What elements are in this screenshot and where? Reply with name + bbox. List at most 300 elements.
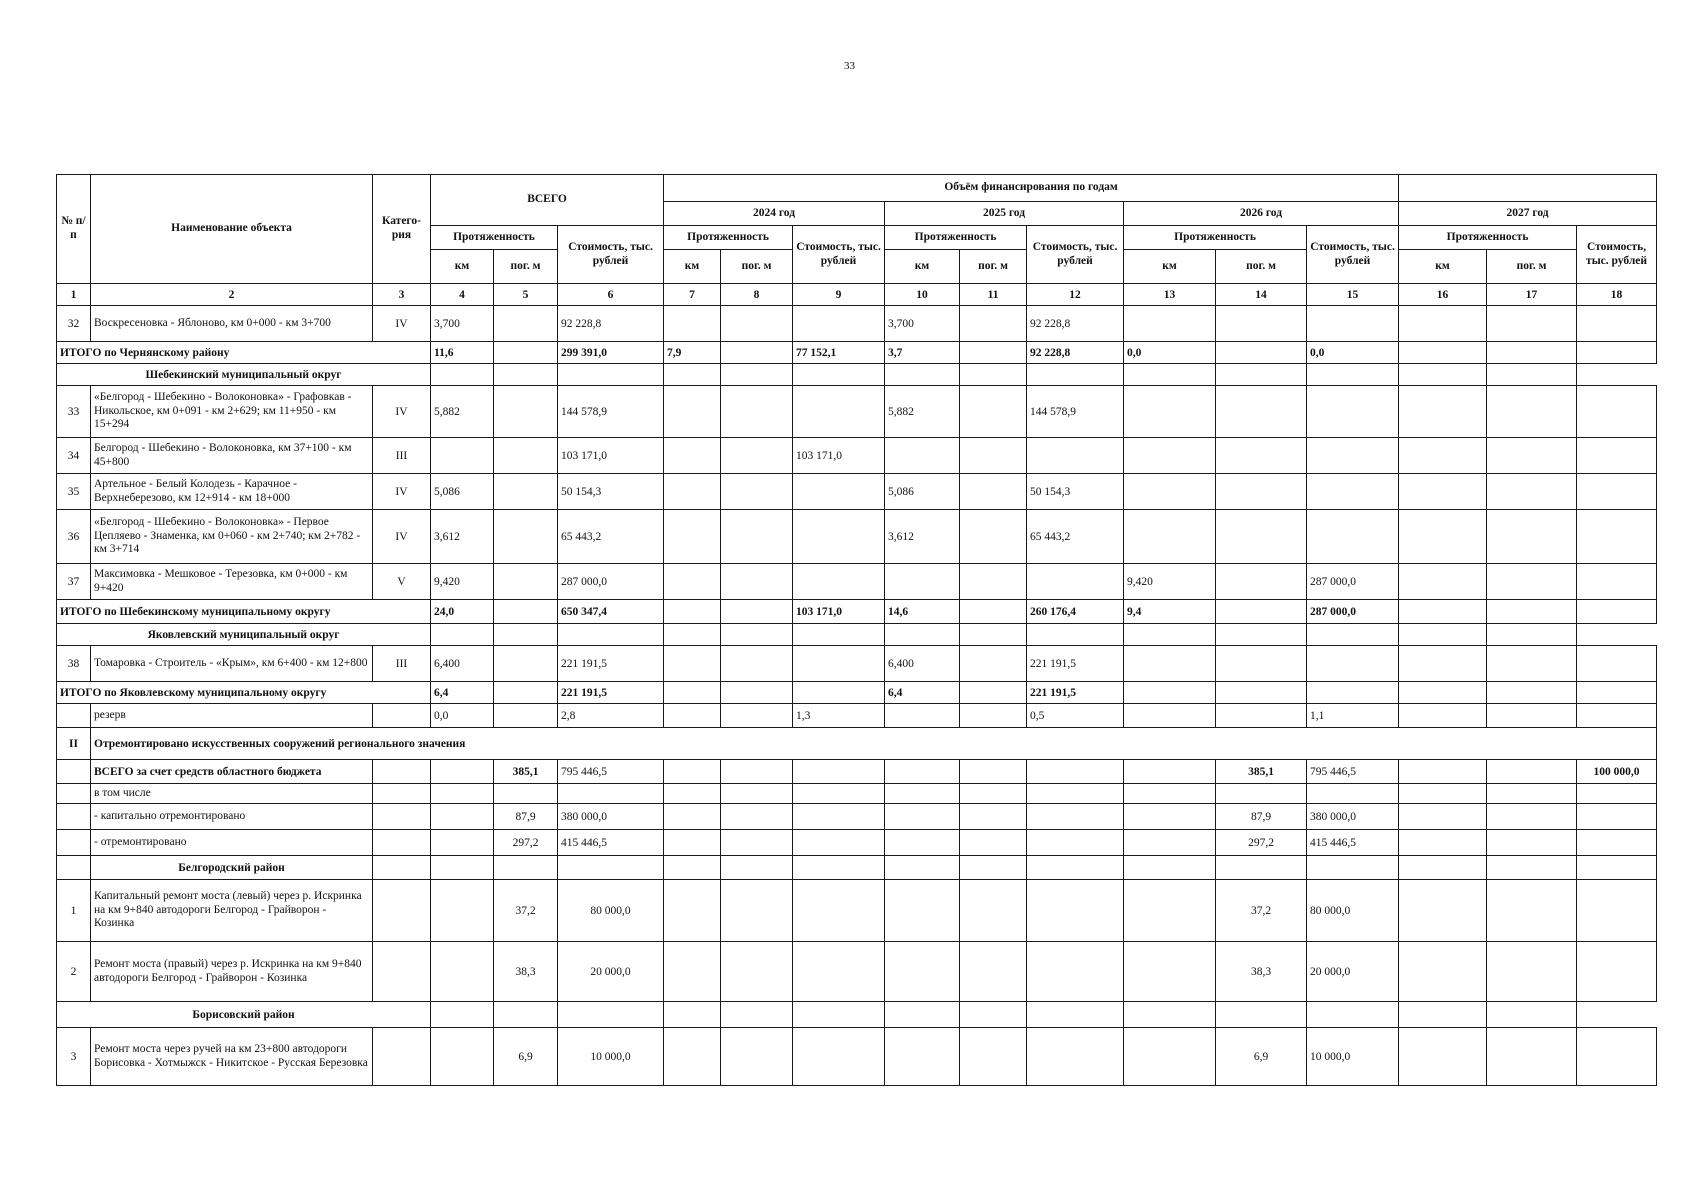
- empty-cell: [721, 474, 793, 510]
- table-cell: ИТОГО по Яковлевскому муниципальному округу: [57, 682, 431, 704]
- empty-cell: [960, 646, 1027, 682]
- empty-cell: [664, 856, 721, 880]
- table-cell: 144 578,9: [1027, 386, 1124, 438]
- table-cell: 5,882: [885, 386, 960, 438]
- empty-cell: [664, 1028, 721, 1086]
- empty-cell: [494, 1002, 558, 1028]
- table-cell: 9,420: [1124, 564, 1216, 600]
- empty-cell: [1307, 364, 1399, 386]
- empty-cell: [558, 1002, 664, 1028]
- col-header-category: Катего-рия: [373, 175, 431, 284]
- table-cell: 14: [1216, 284, 1307, 306]
- empty-cell: [1027, 942, 1124, 1002]
- table-cell: 33: [57, 386, 91, 438]
- total-row: [57, 600, 1657, 624]
- table-cell: 144 578,9: [558, 386, 664, 438]
- empty-cell: [1487, 682, 1577, 704]
- empty-cell: [1124, 510, 1216, 564]
- table-cell: 37: [57, 564, 91, 600]
- table-cell: 3,700: [885, 306, 960, 342]
- empty-cell: [1577, 438, 1657, 474]
- empty-cell: [431, 880, 494, 942]
- empty-cell: [885, 880, 960, 942]
- table-cell: 77 152,1: [793, 342, 885, 364]
- empty-cell: [1399, 364, 1487, 386]
- empty-cell: [885, 942, 960, 1002]
- table-cell: ИТОГО по Шебекинскому муниципальному округу: [57, 600, 431, 624]
- empty-cell: [1216, 646, 1307, 682]
- table-row: [57, 1028, 1657, 1086]
- empty-cell: [1399, 784, 1487, 804]
- empty-cell: [1487, 1002, 1577, 1028]
- empty-cell: [1577, 342, 1657, 364]
- empty-cell: [885, 438, 960, 474]
- table-row: [57, 804, 1657, 830]
- empty-cell: [1577, 880, 1657, 942]
- empty-cell: [1216, 624, 1307, 646]
- empty-cell: [885, 830, 960, 856]
- empty-cell: [1124, 804, 1216, 830]
- empty-cell: [664, 510, 721, 564]
- empty-cell: [558, 624, 664, 646]
- section-row: [57, 364, 1657, 386]
- table-cell: 2,8: [558, 704, 664, 728]
- empty-cell: [373, 804, 431, 830]
- empty-cell: [494, 600, 558, 624]
- empty-cell: [1124, 1002, 1216, 1028]
- section-row: [57, 624, 1657, 646]
- empty-cell: [721, 942, 793, 1002]
- table-cell: 92 228,8: [1027, 306, 1124, 342]
- table-cell: 297,2: [1216, 830, 1307, 856]
- empty-cell: [664, 306, 721, 342]
- empty-cell: [793, 804, 885, 830]
- empty-cell: [431, 760, 494, 784]
- empty-cell: [1027, 564, 1124, 600]
- length-header: Протяженность: [885, 226, 1027, 250]
- empty-cell: [494, 474, 558, 510]
- table-cell: 380 000,0: [1307, 804, 1399, 830]
- empty-cell: [1577, 804, 1657, 830]
- table-row: [57, 830, 1657, 856]
- table-cell: 6: [558, 284, 664, 306]
- table-cell: 7,9: [664, 342, 721, 364]
- empty-cell: [1124, 474, 1216, 510]
- table-cell: 37,2: [1216, 880, 1307, 942]
- section-row: [57, 856, 1657, 880]
- table-cell: в том числе: [91, 784, 373, 804]
- empty-cell: [1027, 856, 1124, 880]
- empty-cell: [494, 564, 558, 600]
- table-cell: IV: [373, 306, 431, 342]
- empty-cell: [1216, 474, 1307, 510]
- empty-cell: [1027, 760, 1124, 784]
- empty-cell: [885, 784, 960, 804]
- table-cell: 0,5: [1027, 704, 1124, 728]
- empty-cell: [960, 804, 1027, 830]
- table-cell: 650 347,4: [558, 600, 664, 624]
- empty-cell: [1027, 624, 1124, 646]
- cost-header: Стоимость, тыс. рублей: [1027, 226, 1124, 284]
- table-cell: резерв: [91, 704, 373, 728]
- table-cell: 65 443,2: [1027, 510, 1124, 564]
- empty-cell: [1399, 342, 1487, 364]
- empty-cell: [1124, 364, 1216, 386]
- empty-cell: [793, 510, 885, 564]
- empty-cell: [960, 364, 1027, 386]
- table-cell: 32: [57, 306, 91, 342]
- empty-cell: [1577, 600, 1657, 624]
- empty-cell: [1027, 784, 1124, 804]
- empty-cell: [494, 682, 558, 704]
- empty-cell: [494, 510, 558, 564]
- table-row: [57, 942, 1657, 1002]
- empty-cell: [664, 830, 721, 856]
- cost-header: Стоимость, тыс. рублей: [1577, 226, 1657, 284]
- empty-cell: [1399, 624, 1487, 646]
- empty-cell: [960, 306, 1027, 342]
- empty-cell: [1307, 474, 1399, 510]
- table-cell: 3,612: [885, 510, 960, 564]
- empty-cell: [1027, 1028, 1124, 1086]
- empty-cell: [793, 306, 885, 342]
- empty-cell: [1577, 306, 1657, 342]
- table-cell: 6,4: [885, 682, 960, 704]
- table-cell: 87,9: [1216, 804, 1307, 830]
- empty-cell: [885, 704, 960, 728]
- table-cell: 287 000,0: [558, 564, 664, 600]
- empty-cell: [1577, 856, 1657, 880]
- km-header: км: [885, 250, 960, 284]
- table-cell: 1,1: [1307, 704, 1399, 728]
- length-header: Протяженность: [431, 226, 558, 250]
- table-cell: IV: [373, 510, 431, 564]
- empty-cell: [373, 830, 431, 856]
- empty-cell: [431, 784, 494, 804]
- table-cell: 35: [57, 474, 91, 510]
- table-cell: 80 000,0: [558, 880, 664, 942]
- year-2024: 2024 год: [664, 202, 885, 226]
- table-cell: IV: [373, 386, 431, 438]
- pm-header: пог. м: [1487, 250, 1577, 284]
- empty-cell: [1399, 600, 1487, 624]
- empty-cell: [1487, 804, 1577, 830]
- table-cell: 287 000,0: [1307, 600, 1399, 624]
- empty-cell: [793, 474, 885, 510]
- empty-cell: [1487, 342, 1577, 364]
- length-header: Протяженность: [1124, 226, 1307, 250]
- table-row: [57, 510, 1657, 564]
- empty-cell: [793, 1002, 885, 1028]
- empty-cell: [721, 704, 793, 728]
- section-row: [57, 1002, 1657, 1028]
- empty-cell: [721, 1002, 793, 1028]
- empty-cell: [373, 880, 431, 942]
- empty-cell: [721, 364, 793, 386]
- pm-header: пог. м: [960, 250, 1027, 284]
- empty-cell: [664, 682, 721, 704]
- empty-cell: [1216, 306, 1307, 342]
- empty-cell: [1487, 306, 1577, 342]
- empty-cell: [960, 386, 1027, 438]
- empty-cell: [1124, 942, 1216, 1002]
- km-header: км: [1399, 250, 1487, 284]
- empty-cell: [885, 1028, 960, 1086]
- empty-cell: [721, 856, 793, 880]
- page-number: 33: [844, 60, 855, 72]
- table-cell: 221 191,5: [558, 682, 664, 704]
- empty-cell: [960, 474, 1027, 510]
- table-cell: 14,6: [885, 600, 960, 624]
- empty-cell: [960, 704, 1027, 728]
- empty-cell: [1577, 784, 1657, 804]
- empty-cell: [721, 1028, 793, 1086]
- table-cell: 103 171,0: [793, 600, 885, 624]
- empty-cell: [885, 804, 960, 830]
- table-cell: 103 171,0: [793, 438, 885, 474]
- table-cell: 380 000,0: [558, 804, 664, 830]
- empty-cell: [664, 624, 721, 646]
- table-cell: 20 000,0: [558, 942, 664, 1002]
- table-cell: 4: [431, 284, 494, 306]
- table-cell: V: [373, 564, 431, 600]
- table-cell: Яковлевский муниципальный округ: [57, 624, 431, 646]
- empty-cell: [793, 830, 885, 856]
- table-cell: 38,3: [1216, 942, 1307, 1002]
- empty-cell: [664, 364, 721, 386]
- table-cell: 2: [57, 942, 91, 1002]
- table-cell: «Белгород - Шебекино - Волоконовка» - Первое Цепляево - Знаменка, км 0+060 - км 2+740; км 2+782 - км 3+714: [91, 510, 373, 564]
- table-cell: Отремонтировано искусственных сооружений регионального значения: [91, 728, 1657, 760]
- empty-cell: [960, 1002, 1027, 1028]
- table-cell: 221 191,5: [558, 646, 664, 682]
- empty-cell: [1307, 438, 1399, 474]
- empty-cell: [1487, 386, 1577, 438]
- table-cell: ИТОГО по Чернянскому району: [57, 342, 431, 364]
- cost-header: Стоимость, тыс. рублей: [1307, 226, 1399, 284]
- empty-cell: [373, 760, 431, 784]
- empty-cell: [1027, 880, 1124, 942]
- empty-cell: [664, 438, 721, 474]
- empty-cell: [721, 564, 793, 600]
- empty-cell: [664, 704, 721, 728]
- table-cell: 50 154,3: [1027, 474, 1124, 510]
- empty-cell: [721, 646, 793, 682]
- table-cell: 11: [960, 284, 1027, 306]
- empty-cell: [431, 942, 494, 1002]
- table-cell: 6,9: [494, 1028, 558, 1086]
- table-cell: 0,0: [1124, 342, 1216, 364]
- empty-cell: [1124, 306, 1216, 342]
- empty-cell: [664, 646, 721, 682]
- table-row: [57, 386, 1657, 438]
- table-cell: 87,9: [494, 804, 558, 830]
- empty-cell: [494, 386, 558, 438]
- empty-cell: [1487, 600, 1577, 624]
- empty-cell: [1216, 510, 1307, 564]
- empty-cell: [1216, 856, 1307, 880]
- empty-cell: [1307, 784, 1399, 804]
- empty-cell: [494, 342, 558, 364]
- table-cell: 16: [1399, 284, 1487, 306]
- empty-cell: [721, 624, 793, 646]
- empty-cell: [494, 784, 558, 804]
- empty-cell: [1027, 1002, 1124, 1028]
- empty-cell: [721, 510, 793, 564]
- empty-cell: [1216, 386, 1307, 438]
- empty-cell: [1577, 682, 1657, 704]
- part-title-row: [57, 728, 1657, 760]
- table-cell: 12: [1027, 284, 1124, 306]
- empty-cell: [57, 784, 91, 804]
- total-row: [57, 760, 1657, 784]
- table-cell: 24,0: [431, 600, 494, 624]
- empty-cell: [885, 1002, 960, 1028]
- empty-cell: [1487, 364, 1577, 386]
- empty-cell: [431, 438, 494, 474]
- empty-cell: [960, 880, 1027, 942]
- empty-cell: [1216, 600, 1307, 624]
- empty-cell: [431, 830, 494, 856]
- pm-header: пог. м: [494, 250, 558, 284]
- table-cell: 5,086: [885, 474, 960, 510]
- table-cell: 6,400: [885, 646, 960, 682]
- empty-cell: [1399, 438, 1487, 474]
- empty-cell: [1577, 704, 1657, 728]
- empty-cell: [373, 1028, 431, 1086]
- empty-cell: [1487, 646, 1577, 682]
- empty-cell: [1124, 438, 1216, 474]
- table-cell: III: [373, 646, 431, 682]
- empty-cell: [664, 880, 721, 942]
- table-row: [57, 438, 1657, 474]
- table-cell: 9,420: [431, 564, 494, 600]
- empty-cell: [1399, 760, 1487, 784]
- table-cell: 299 391,0: [558, 342, 664, 364]
- reserve-row: [57, 704, 1657, 728]
- empty-cell: [721, 830, 793, 856]
- year-2027: 2027 год: [1399, 202, 1657, 226]
- empty-cell: [885, 624, 960, 646]
- table-cell: 0,0: [1307, 342, 1399, 364]
- table-cell: 1: [57, 284, 91, 306]
- empty-cell: [1216, 342, 1307, 364]
- length-header: Протяженность: [664, 226, 793, 250]
- table-cell: 20 000,0: [1307, 942, 1399, 1002]
- total-row: [57, 342, 1657, 364]
- empty-cell: [1124, 880, 1216, 942]
- empty-cell: [431, 804, 494, 830]
- empty-cell: [1487, 1028, 1577, 1086]
- table-cell: 415 446,5: [558, 830, 664, 856]
- empty-cell: [558, 784, 664, 804]
- table-cell: 38: [57, 646, 91, 682]
- empty-cell: [793, 942, 885, 1002]
- table-cell: Ремонт моста (правый) через р. Искринка на км 9+840 автодороги Белгород - Грайворон - Козинка: [91, 942, 373, 1002]
- table-row: [57, 474, 1657, 510]
- table-cell: IV: [373, 474, 431, 510]
- empty-cell: [1487, 510, 1577, 564]
- column-numbers-row: [57, 284, 1657, 306]
- total-row: [57, 682, 1657, 704]
- table-cell: 0,0: [431, 704, 494, 728]
- empty-cell: [1027, 830, 1124, 856]
- empty-cell: [1307, 624, 1399, 646]
- empty-cell: [1307, 510, 1399, 564]
- empty-cell: [1399, 804, 1487, 830]
- empty-cell: [1124, 1028, 1216, 1086]
- empty-cell: [721, 306, 793, 342]
- empty-cell: [1307, 306, 1399, 342]
- empty-cell: [793, 624, 885, 646]
- table-cell: - капитально отремонтировано: [91, 804, 373, 830]
- empty-cell: [1487, 942, 1577, 1002]
- empty-cell: [721, 438, 793, 474]
- empty-cell: [57, 704, 91, 728]
- empty-cell: [1487, 704, 1577, 728]
- empty-cell: [664, 474, 721, 510]
- empty-cell: [494, 364, 558, 386]
- empty-cell: [885, 364, 960, 386]
- financing-table: [56, 174, 1657, 1086]
- empty-cell: [960, 624, 1027, 646]
- empty-cell: [721, 386, 793, 438]
- table-cell: 38,3: [494, 942, 558, 1002]
- table-cell: 3,7: [885, 342, 960, 364]
- table-cell: 34: [57, 438, 91, 474]
- empty-cell: [1487, 624, 1577, 646]
- empty-cell: [721, 600, 793, 624]
- year-2025: 2025 год: [885, 202, 1124, 226]
- empty-cell: [793, 880, 885, 942]
- empty-cell: [1399, 386, 1487, 438]
- km-header: км: [431, 250, 494, 284]
- table-cell: 221 191,5: [1027, 682, 1124, 704]
- empty-cell: [1399, 474, 1487, 510]
- table-row: [57, 880, 1657, 942]
- empty-cell: [494, 704, 558, 728]
- km-header: км: [664, 250, 721, 284]
- empty-cell: [1399, 306, 1487, 342]
- table-cell: 415 446,5: [1307, 830, 1399, 856]
- empty-cell: [1577, 1028, 1657, 1086]
- empty-cell: [494, 646, 558, 682]
- empty-cell: [373, 856, 431, 880]
- empty-cell: [1307, 386, 1399, 438]
- empty-cell: [793, 386, 885, 438]
- empty-cell: [664, 600, 721, 624]
- empty-cell: [1577, 646, 1657, 682]
- empty-cell: [431, 364, 494, 386]
- empty-cell: [664, 804, 721, 830]
- empty-cell: [1487, 438, 1577, 474]
- table-cell: 221 191,5: [1027, 646, 1124, 682]
- empty-cell: [1399, 175, 1657, 202]
- col-header-financing: Объём финансирования по годам: [664, 175, 1399, 202]
- empty-cell: [1399, 856, 1487, 880]
- table-cell: Томаровка - Строитель - «Крым», км 6+400 - км 12+800: [91, 646, 373, 682]
- table-cell: - отремонтировано: [91, 830, 373, 856]
- table-cell: ВСЕГО за счет средств областного бюджета: [91, 760, 373, 784]
- table-cell: 15: [1307, 284, 1399, 306]
- cost-header: Стоимость, тыс. рублей: [558, 226, 664, 284]
- empty-cell: [431, 856, 494, 880]
- empty-cell: [960, 564, 1027, 600]
- empty-cell: [1027, 804, 1124, 830]
- table-cell: 10 000,0: [1307, 1028, 1399, 1086]
- table-cell: 5: [494, 284, 558, 306]
- empty-cell: [793, 682, 885, 704]
